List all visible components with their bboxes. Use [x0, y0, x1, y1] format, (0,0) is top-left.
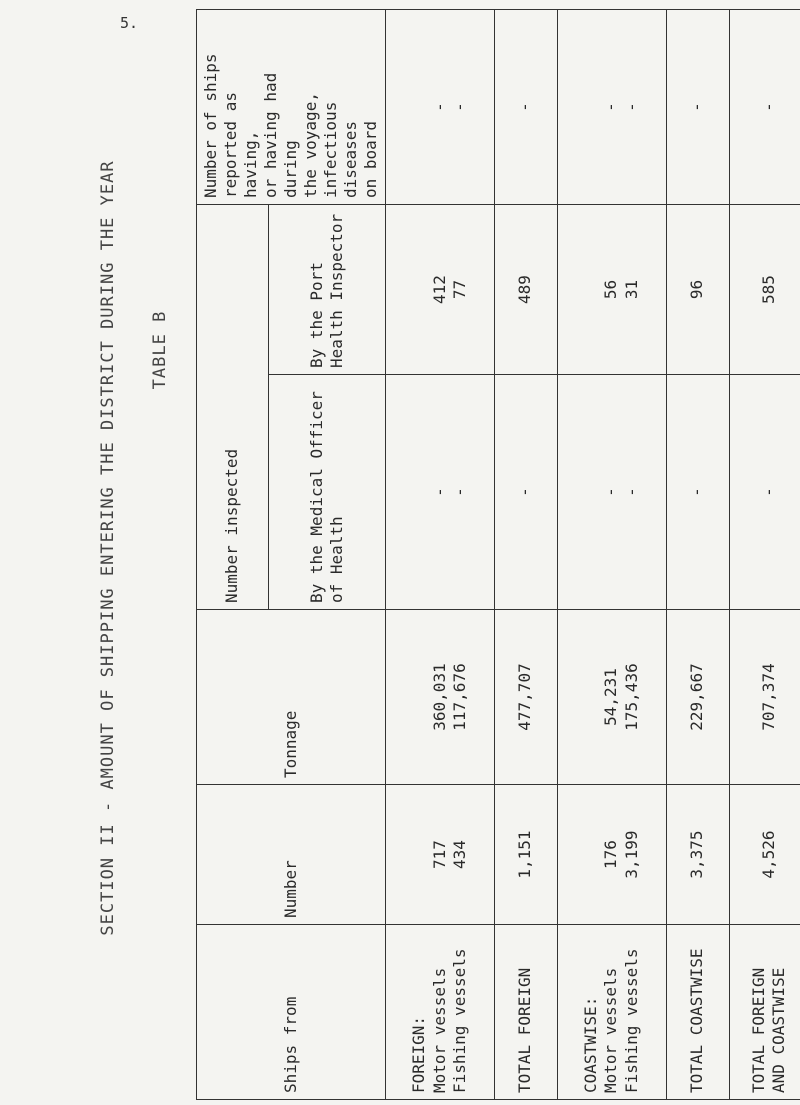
infectious-header-line: reported as having,	[221, 92, 260, 198]
spacer	[409, 616, 430, 778]
col-header-infectious	[197, 10, 386, 205]
row-label-line: AND COASTWISE	[769, 967, 789, 1093]
row-medical-officer-count	[729, 375, 800, 610]
spacer	[409, 211, 430, 368]
row-label-line: FOREIGN:	[408, 1015, 428, 1093]
row-medical-officer-count-line: -	[622, 487, 642, 497]
row-medical-officer-count-line: -	[450, 487, 470, 497]
row-number-line: 176	[601, 840, 621, 869]
row-number-line: 4,526	[758, 830, 778, 879]
col-header-ships-from: Ships from	[197, 925, 386, 1100]
row-infectious-count-line: -	[758, 102, 778, 112]
row-infectious-count-line: -	[450, 102, 470, 112]
page-number: 5.	[120, 14, 139, 32]
row-tonnage	[386, 610, 495, 785]
row-infectious-count	[666, 10, 729, 205]
row-label-line: Motor vessels	[601, 967, 621, 1093]
row-label-line: TOTAL FOREIGN	[515, 967, 535, 1093]
row-tonnage-line: 707,374	[758, 663, 778, 731]
row-medical-officer-count	[666, 375, 729, 610]
row-port-health-inspector-count-line: 31	[622, 279, 642, 300]
infectious-header-line: Number of ships	[201, 53, 220, 198]
spacer	[409, 791, 430, 918]
section-heading: SECTION II - AMOUNT OF SHIPPING ENTERING THE DISTRICT DURING THE YEAR	[98, 160, 118, 936]
row-label	[729, 925, 800, 1100]
row-tonnage	[494, 610, 557, 785]
row-port-health-inspector-count	[494, 205, 557, 375]
spacer	[409, 16, 430, 198]
infectious-header-line: the voyage,	[301, 92, 320, 198]
row-port-health-inspector-count-line: 585	[758, 275, 778, 304]
row-number-line: 3,199	[622, 830, 642, 879]
row-label	[557, 925, 666, 1100]
row-infectious-count-line: -	[429, 102, 449, 112]
spacer	[581, 616, 602, 778]
table-row	[729, 10, 800, 1100]
row-number-line: 717	[429, 840, 449, 869]
row-port-health-inspector-count-line: 489	[515, 275, 535, 304]
row-number	[666, 785, 729, 925]
row-port-health-inspector-count	[386, 205, 495, 375]
row-label-line: Fishing vessels	[450, 948, 470, 1093]
row-port-health-inspector-count	[557, 205, 666, 375]
row-port-health-inspector-count	[729, 205, 800, 375]
shipping-table-wrapper	[196, 10, 789, 1100]
row-port-health-inspector-count	[666, 205, 729, 375]
row-medical-officer-count	[386, 375, 495, 610]
infectious-header-line: infectious diseases	[321, 101, 360, 198]
row-label-line: TOTAL FOREIGN	[748, 967, 768, 1093]
col-header-tonnage: Tonnage	[197, 610, 386, 785]
row-label-line: Fishing vessels	[622, 948, 642, 1093]
row-number	[386, 785, 495, 925]
row-label-line: TOTAL COASTWISE	[687, 948, 707, 1093]
spacer	[581, 791, 602, 918]
row-number	[557, 785, 666, 925]
table-label: TABLE B	[150, 310, 170, 390]
row-tonnage-line: 360,031	[429, 663, 449, 731]
row-tonnage-line: 229,667	[687, 663, 707, 731]
spacer	[581, 381, 602, 603]
row-medical-officer-count-line: -	[515, 487, 535, 497]
row-tonnage-line: 175,436	[622, 663, 642, 731]
row-tonnage	[729, 610, 800, 785]
row-infectious-count	[557, 10, 666, 205]
row-label	[386, 925, 495, 1100]
row-medical-officer-count-line: -	[429, 487, 449, 497]
row-tonnage	[666, 610, 729, 785]
col-header-number-inspected: Number inspected	[197, 205, 269, 610]
row-infectious-count	[729, 10, 800, 205]
row-tonnage-line: 54,231	[601, 668, 621, 726]
infectious-header-line: on board	[361, 120, 380, 198]
row-label	[494, 925, 557, 1100]
row-number-line: 3,375	[687, 830, 707, 879]
row-port-health-inspector-count-line: 96	[687, 279, 707, 300]
table-row	[494, 10, 557, 1100]
infectious-header-line: or having had during	[261, 72, 300, 198]
row-label-line: Motor vessels	[429, 967, 449, 1093]
row-number-line: 1,151	[515, 830, 535, 879]
row-medical-officer-count	[494, 375, 557, 610]
row-label-line: COASTWISE:	[580, 996, 600, 1093]
col-header-by-medical-officer: By the Medical Officer of Health	[268, 375, 385, 610]
row-infectious-count-line: -	[515, 102, 535, 112]
row-port-health-inspector-count-line: 412	[429, 275, 449, 304]
row-medical-officer-count-line: -	[601, 487, 621, 497]
col-header-by-port-health-inspector: By the Port Health Inspector	[268, 205, 385, 375]
spacer	[409, 381, 430, 603]
spacer	[581, 211, 602, 368]
table-row	[386, 10, 495, 1100]
row-infectious-count-line: -	[687, 102, 707, 112]
row-number-line: 434	[450, 840, 470, 869]
table-row	[666, 10, 729, 1100]
shipping-table	[196, 9, 800, 1100]
row-number	[494, 785, 557, 925]
row-label	[666, 925, 729, 1100]
row-tonnage	[557, 610, 666, 785]
row-infectious-count-line: -	[622, 102, 642, 112]
row-number	[729, 785, 800, 925]
row-infectious-count	[494, 10, 557, 205]
row-tonnage-line: 477,707	[515, 663, 535, 731]
col-header-number: Number	[197, 785, 386, 925]
table-body	[386, 10, 800, 1100]
row-infectious-count	[386, 10, 495, 205]
spacer	[581, 16, 602, 198]
row-port-health-inspector-count-line: 77	[450, 279, 470, 300]
row-port-health-inspector-count-line: 56	[601, 279, 621, 300]
row-infectious-count-line: -	[601, 102, 621, 112]
row-medical-officer-count-line: -	[687, 487, 707, 497]
row-medical-officer-count	[557, 375, 666, 610]
table-row	[557, 10, 666, 1100]
row-tonnage-line: 117,676	[450, 663, 470, 731]
row-medical-officer-count-line: -	[758, 487, 778, 497]
